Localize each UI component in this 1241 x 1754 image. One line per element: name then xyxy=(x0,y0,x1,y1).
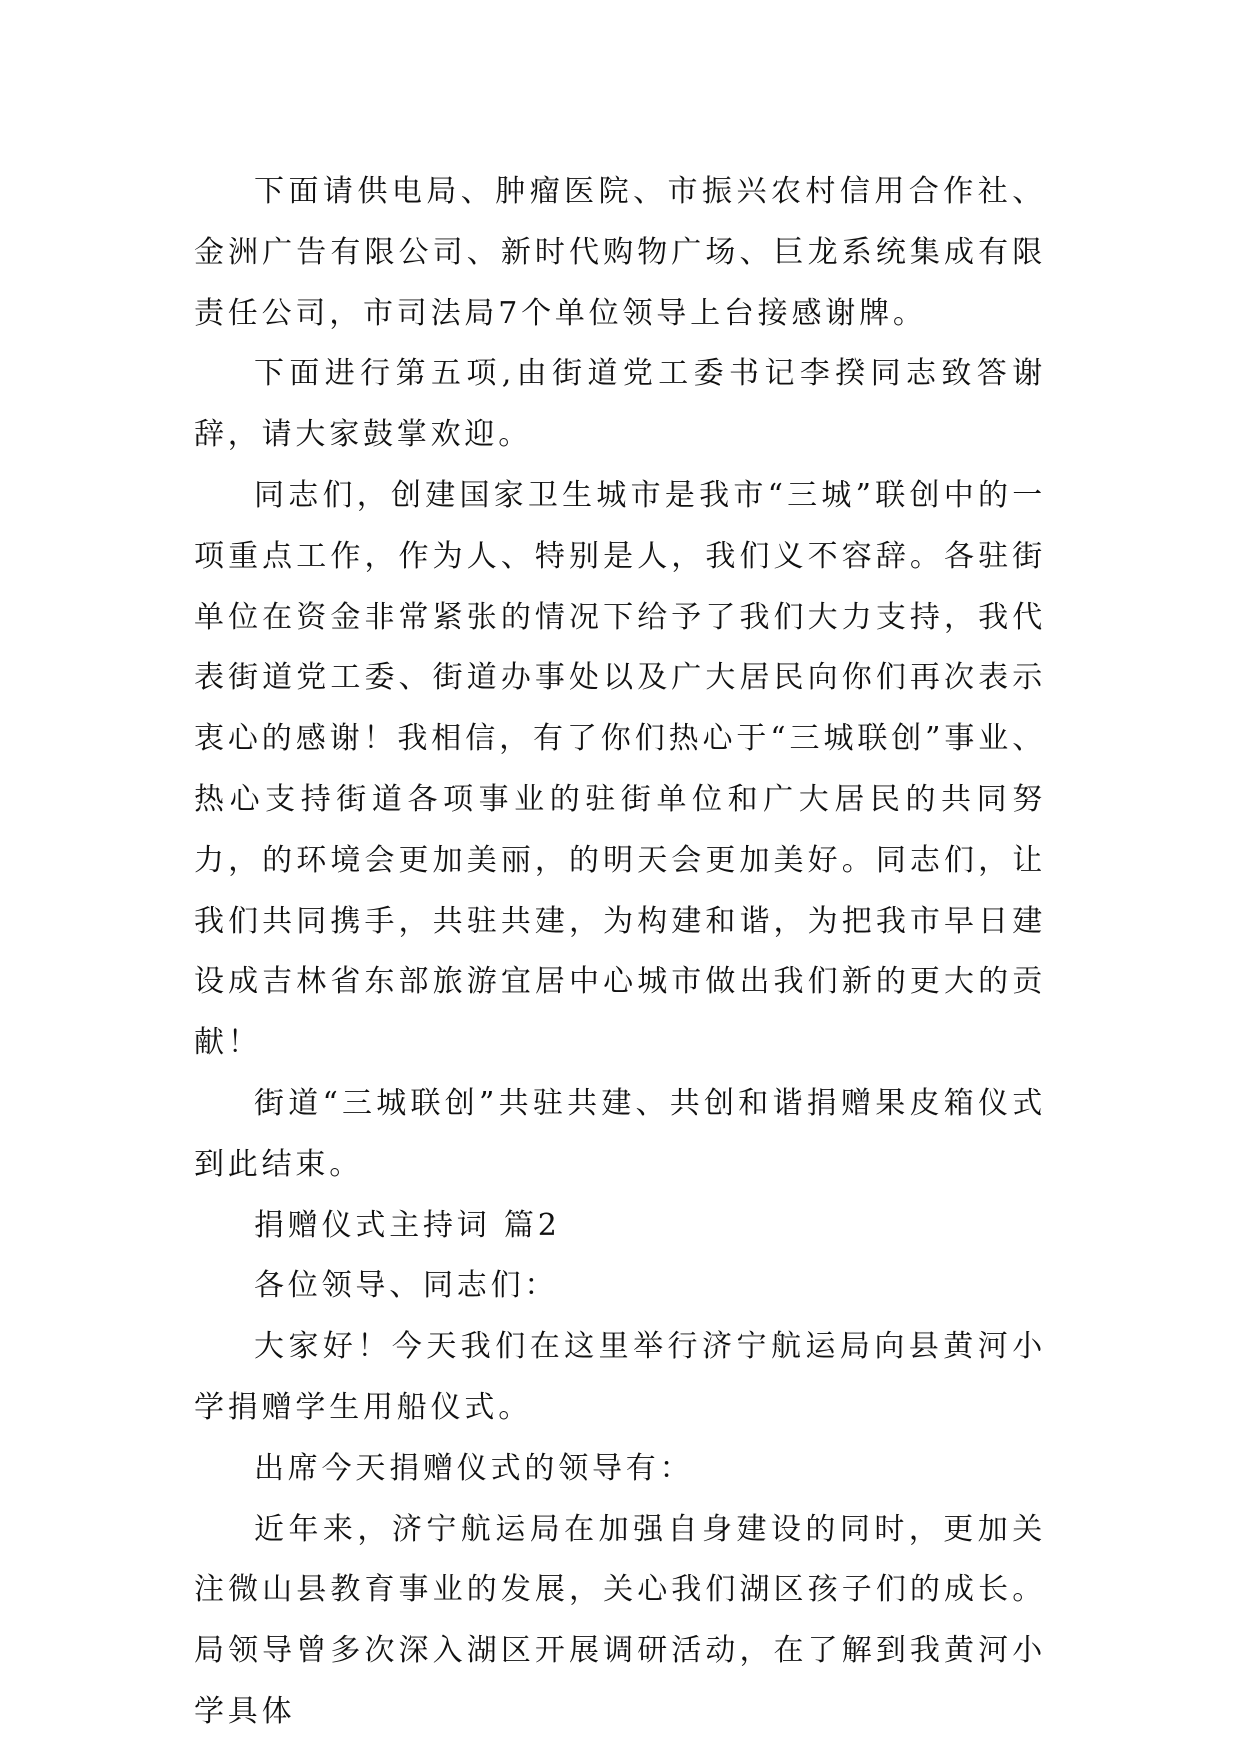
paragraph-fifth-item: 下面进行第五项,由街道党工委书记李揆同志致答谢辞，请大家鼓掌欢迎。 xyxy=(194,356,1046,453)
paragraph-attendees: 出席今天捐赠仪式的领导有： xyxy=(254,1450,694,1486)
paragraph-thank-you-plaques: 下面请供电局、肿瘤医院、市振兴农村信用合作社、金洲广告有限公司、新时代购物广场、巨龙系统集成有限责任公司，市司法局7个单位领导上台接感谢牌。 xyxy=(194,174,1046,331)
paragraph-greeting: 大家好！今天我们在这里举行济宁航运局向县黄河小学捐赠学生用船仪式。 xyxy=(194,1329,1046,1425)
section-heading: 捐赠仪式主持词 篇2 xyxy=(254,1207,561,1243)
paragraph-salutation: 各位领导、同志们： xyxy=(254,1268,559,1304)
paragraph-ceremony-end: 街道“三城联创”共驻共建、共创和谐捐赠果皮箱仪式到此结束。 xyxy=(194,1085,1046,1182)
document-body xyxy=(194,162,1046,1743)
paragraph-speech: 同志们，创建国家卫生城市是我市“三城”联创中的一项重点工作，作为人、特别是人，我们义不容辞。各驻街单位在资金非常紧张的情况下给予了我们大力支持，我代表街道党工委、街道办事处以及广大居民向你们再次表示衷心的感谢！我相信，有了你们热心于“三城联创”事业、热心支持街道各项事业的驻街单位和广大居民的共同努力，的环境会更加美丽，的明天会更加美好。同志们，让我们共同携手，共驻共建，为构建和谐，为把我市早日建设成吉林省东部旅游宜居中心城市做出我们新的更大的贡献！ xyxy=(194,477,1046,1061)
paragraph-background: 近年来，济宁航运局在加强自身建设的同时，更加关注微山县教育事业的发展，关心我们湖区孩子们的成长。局领导曾多次深入湖区开展调研活动，在了解到我黄河小学具体 xyxy=(194,1511,1046,1729)
